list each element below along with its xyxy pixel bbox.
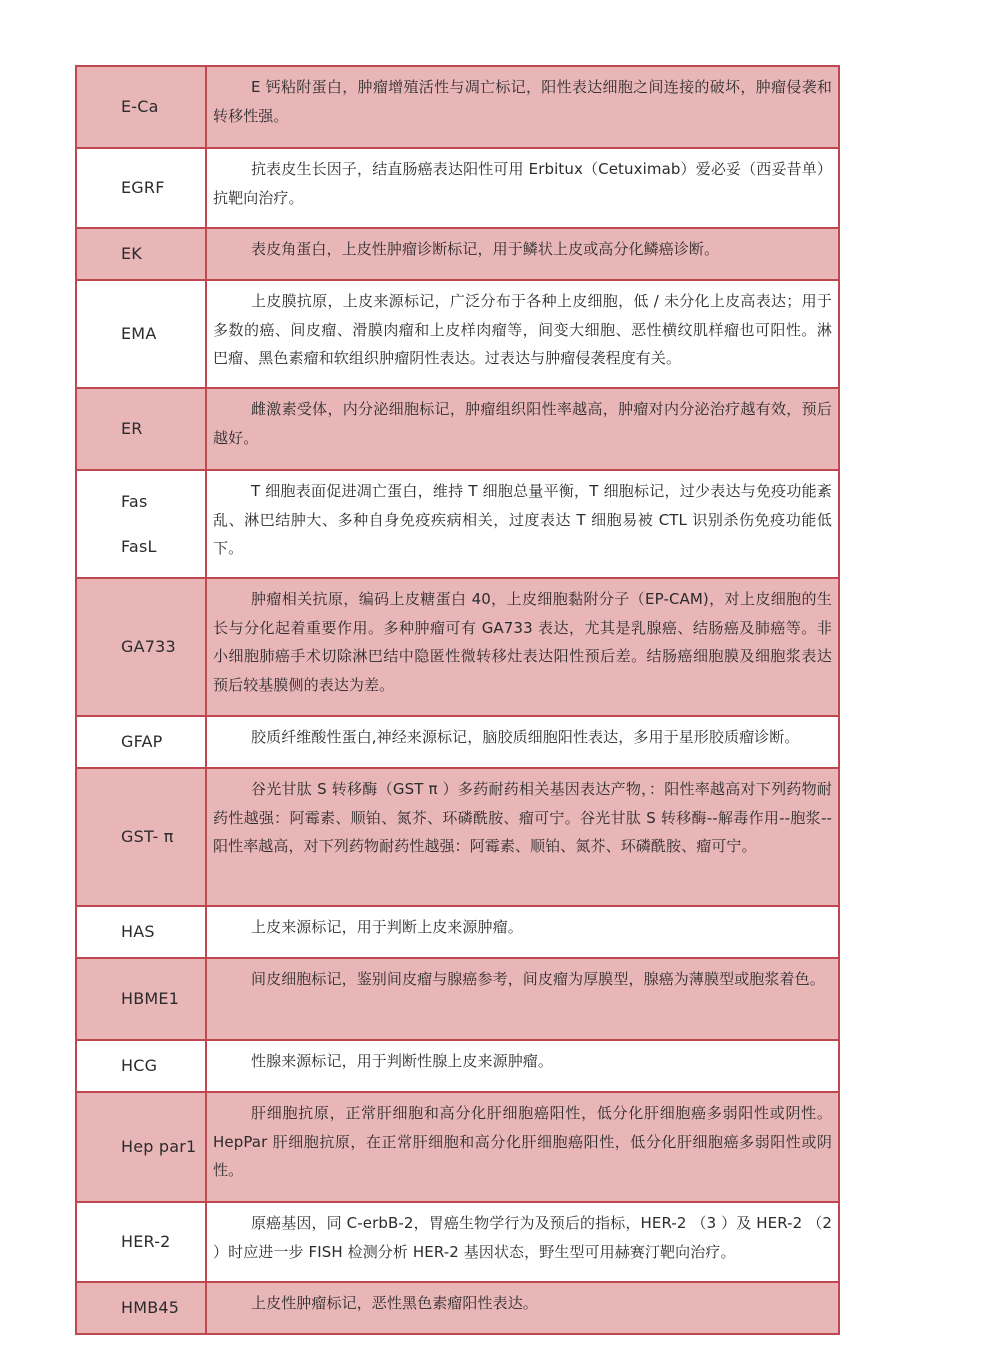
marker-name: EMA (121, 324, 157, 344)
table-row (76, 66, 839, 148)
marker-description: 上皮膜抗原，上皮来源标记，广泛分布于各种上皮细胞，低 / 未分化上皮高表达；用于多数的癌、间皮瘤、滑膜肉瘤和上皮样肉瘤等，间变大细胞、恶性横纹肌样瘤也可阳性。淋巴瘤、黑色素瘤和软组织肿瘤阴性表达。过表达与肿瘤侵袭程度有关。 (213, 292, 832, 367)
marker-description: 肿瘤相关抗原，编码上皮糖蛋白 40，上皮细胞黏附分子（EP-CAM)，对上皮细胞的生长与分化起着重要作用。多种肿瘤可有 GA733 表达，尤其是乳腺癌、结肠癌及肺癌等。非小细胞肺癌手术切除淋巴结中隐匿性微转移灶表达阳性预后差。结肠癌细胞膜及细胞浆表达预后较基膜侧的表达为差。 (213, 590, 832, 694)
marker-description: 表皮角蛋白，上皮性肿瘤诊断标记，用于鳞状上皮或高分化鳞癌诊断。 (251, 240, 720, 258)
marker-name: E-Ca (121, 97, 159, 117)
marker-description-cell (206, 768, 839, 906)
marker-description-cell (206, 388, 839, 470)
marker-description-cell (206, 470, 839, 578)
marker-description-cell (206, 958, 839, 1040)
marker-description-cell (206, 1202, 839, 1282)
marker-description: 肝细胞抗原，正常肝细胞和高分化肝细胞癌阳性，低分化肝细胞癌多弱阳性或阴性。HepPar 肝细胞抗原，在正常肝细胞和高分化肝细胞癌阳性，低分化肝细胞癌多弱阳性或阴性。 (213, 1104, 832, 1179)
marker-name-group (77, 178, 205, 197)
table-row (76, 148, 839, 228)
marker-name-cell (76, 228, 206, 280)
marker-name-group (77, 732, 205, 751)
table-row (76, 280, 839, 388)
marker-description: 原癌基因，同 C-erbB-2，胃癌生物学行为及预后的指标，HER-2 （3 ）及 HER-2 （2 ）时应进一步 FISH 检测分析 HER-2 基因状态，野生型可用赫赛汀靶向治疗。 (213, 1214, 832, 1261)
marker-table-body (76, 66, 839, 1334)
marker-description-cell (206, 148, 839, 228)
table-row (76, 1040, 839, 1092)
marker-name-cell (76, 388, 206, 470)
marker-name-cell (76, 1092, 206, 1202)
table-row (76, 470, 839, 578)
table-row (76, 228, 839, 280)
marker-alias: FasL (121, 537, 157, 556)
marker-name-group (77, 1056, 205, 1075)
marker-description: E 钙粘附蛋白，肿瘤增殖活性与凋亡标记，阳性表达细胞之间连接的破坏，肿瘤侵袭和转移性强。 (213, 78, 832, 125)
marker-description: 雌激素受体，内分泌细胞标记，肿瘤组织阳性率越高，肿瘤对内分泌治疗越有效，预后越好。 (213, 400, 832, 447)
table-row (76, 1282, 839, 1334)
marker-name-group (77, 1298, 205, 1317)
marker-description-cell (206, 66, 839, 148)
marker-name: HCG (121, 1056, 158, 1076)
marker-name-group (77, 324, 205, 343)
marker-name-group (77, 244, 205, 263)
marker-description-cell (206, 906, 839, 958)
marker-description: 谷光甘肽 S 转移酶（GST π ）多药耐药相关基因表达产物，：阳性率越高对下列药物耐药性越强：阿霉素、顺铂、氮芥、环磷酰胺、瘤可宁。谷光甘肽 S 转移酶--解毒作用--胞浆--阳性率越高，对下列药物耐药性越强：阿霉素、顺铂、氮芥、环磷酰胺、瘤可宁。 (213, 780, 832, 855)
marker-name-group (77, 989, 205, 1008)
marker-name-cell (76, 280, 206, 388)
marker-name-group (77, 1137, 205, 1156)
table-row (76, 906, 839, 958)
marker-description-cell (206, 716, 839, 768)
marker-name-group (77, 827, 205, 846)
table-row (76, 578, 839, 716)
marker-name: ER (121, 419, 143, 439)
marker-name-group (77, 922, 205, 941)
marker-description-cell (206, 228, 839, 280)
marker-name-cell (76, 148, 206, 228)
marker-name-cell (76, 578, 206, 716)
marker-name: HMB45 (121, 1298, 180, 1318)
table-row (76, 1202, 839, 1282)
marker-description-cell (206, 1092, 839, 1202)
marker-name-group (77, 637, 205, 656)
marker-description-cell (206, 1282, 839, 1334)
table-row (76, 388, 839, 470)
marker-name-group (77, 97, 205, 116)
marker-description: 抗表皮生长因子，结直肠癌表达阳性可用 Erbitux（Cetuximab）爱必妥（西妥昔单）抗靶向治疗。 (213, 160, 832, 207)
table-row (76, 1092, 839, 1202)
marker-table (75, 65, 840, 1335)
marker-description: 上皮来源标记，用于判断上皮来源肿瘤。 (251, 918, 523, 936)
marker-description: 性腺来源标记，用于判断性腺上皮来源肿瘤。 (251, 1052, 554, 1070)
marker-name-group (77, 1232, 205, 1251)
marker-description-cell (206, 280, 839, 388)
marker-name: Hep par1 (121, 1137, 197, 1157)
table-row (76, 768, 839, 906)
marker-name-cell (76, 958, 206, 1040)
marker-description-cell (206, 1040, 839, 1092)
marker-name: HAS (121, 922, 155, 942)
marker-name-cell (76, 1202, 206, 1282)
marker-description: 胶质纤维酸性蛋白,神经来源标记，脑胶质细胞阳性表达，多用于星形胶质瘤诊断。 (251, 728, 800, 746)
marker-name-cell (76, 1040, 206, 1092)
marker-name-cell (76, 906, 206, 958)
marker-name: HBME1 (121, 989, 180, 1009)
marker-name: HER-2 (121, 1232, 171, 1252)
marker-name: GST- π (121, 827, 174, 847)
marker-name: GFAP (121, 732, 163, 752)
marker-name-group (77, 419, 205, 438)
table-row (76, 716, 839, 768)
marker-name-cell (76, 66, 206, 148)
table-row (76, 958, 839, 1040)
marker-name-cell (76, 1282, 206, 1334)
marker-name: EGRF (121, 178, 165, 198)
marker-name-cell (76, 768, 206, 906)
marker-name-group (77, 492, 205, 556)
marker-description: 上皮性肿瘤标记，恶性黑色素瘤阳性表达。 (251, 1294, 538, 1312)
marker-name: EK (121, 244, 143, 264)
marker-description: T 细胞表面促进凋亡蛋白，维持 T 细胞总量平衡，T 细胞标记，过少表达与免疫功能紊乱、淋巴结肿大、多种自身免疫疾病相关，过度表达 T 细胞易被 CTL 识别杀伤免疫功能低下。 (213, 482, 832, 557)
marker-description: 间皮细胞标记，鉴别间皮瘤与腺癌参考，间皮瘤为厚膜型，腺癌为薄膜型或胞浆着色。 (251, 970, 825, 988)
marker-name: Fas (121, 491, 148, 511)
marker-name-cell (76, 470, 206, 578)
marker-name: GA733 (121, 637, 176, 657)
marker-description-cell (206, 578, 839, 716)
marker-name-cell (76, 716, 206, 768)
